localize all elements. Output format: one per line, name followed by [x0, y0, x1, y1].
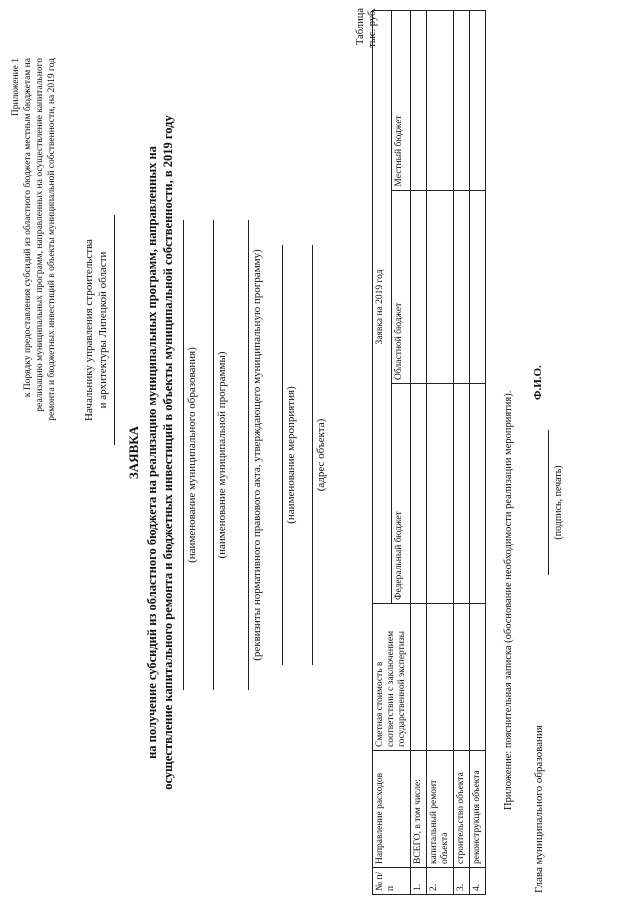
- row-cell: [411, 604, 427, 751]
- row-cell: [470, 383, 486, 603]
- appendix-line: ремонта и бюджетных инвестиций в объекты муниципальной собственности, на 2019 год: [47, 58, 57, 421]
- field-caption-municipality: (наименование муниципального образования): [186, 347, 198, 563]
- row-cell: [454, 11, 470, 191]
- row-num: 1.: [411, 868, 427, 895]
- header-local: Местный бюджет: [392, 11, 411, 191]
- head-label: Глава муниципального образования: [533, 725, 545, 893]
- addressee-line: и архитектуры Липецкой области: [97, 251, 109, 409]
- addressee-block: [82, 215, 115, 445]
- header-federal: Федеральный бюджет: [392, 383, 411, 603]
- row-cell: [411, 11, 427, 191]
- row-cell: [470, 604, 486, 751]
- row-num: 4.: [470, 868, 486, 895]
- row-cell: [470, 11, 486, 191]
- row-num: 2.: [427, 868, 454, 895]
- signature-line: [548, 430, 549, 575]
- row-cell: [411, 383, 427, 603]
- fio-label: Ф.И.О.: [532, 365, 544, 400]
- row-cell: [411, 190, 427, 383]
- title-line: осуществление капитального ремонта и бюджетных инвестиций в объекты муниципальной собственности, в 2019 году: [161, 115, 175, 790]
- header-regional: Областной бюджет: [392, 190, 411, 383]
- addressee-line: Начальнику управления строительства: [83, 239, 95, 421]
- field-caption-address: (адрес объекта): [315, 418, 327, 492]
- table-label-title: Таблица: [355, 8, 366, 46]
- header-direction: Направление расходов: [373, 751, 411, 868]
- header-request: Заявка на 2019 год: [373, 11, 392, 604]
- cost-table: [372, 10, 486, 895]
- row-num: 3.: [454, 868, 470, 895]
- row-cell: [427, 11, 454, 191]
- appendix-line: Приложение 1: [11, 58, 21, 117]
- header-num: № п/п: [373, 868, 411, 895]
- table-unit: тыс. руб.: [367, 8, 378, 48]
- document-title: [126, 0, 176, 905]
- row-cell: [454, 604, 470, 751]
- title-heading: ЗАЯВКА: [126, 425, 141, 480]
- row-label: строительство объекта: [454, 751, 470, 868]
- row-label: реконструкция объекта: [470, 751, 486, 868]
- row-cell: [427, 190, 454, 383]
- field-caption-program: (наименование муниципальной программы): [216, 351, 228, 559]
- table-row: [411, 11, 427, 895]
- appendix-line: реализацию муниципальных программ, направленных на осуществление капитального: [35, 58, 45, 412]
- appendix-block: [10, 58, 58, 488]
- row-cell: [470, 190, 486, 383]
- signature-caption: (подпись, печать): [553, 465, 564, 540]
- row-cell: [454, 383, 470, 603]
- field-caption-act: (реквизиты нормативного правового акта, утверждающего муниципальную программу): [251, 249, 263, 661]
- appendix-note: Приложение: пояснительная записка (обоснование необходимости реализации мероприятия).: [503, 390, 514, 810]
- field-caption-event: (наименование мероприятия): [285, 386, 297, 524]
- table-row: [470, 11, 486, 895]
- row-cell: [427, 383, 454, 603]
- header-estimate: Сметная стоимость в соответствии с заключением государственной экспертизы: [373, 604, 411, 751]
- field-line: [312, 245, 313, 665]
- addressee-underline: [114, 215, 115, 445]
- field-line: [183, 220, 184, 690]
- appendix-line: к Порядку предоставления субсидий из областного бюджета местным бюджетам на: [23, 58, 33, 398]
- row-cell: [427, 604, 454, 751]
- field-line: [248, 220, 249, 690]
- row-cell: [454, 190, 470, 383]
- title-line: на получение субсидий из областного бюджета на реализацию муниципальных программ, направленных на: [145, 146, 159, 759]
- table-header-row: [373, 11, 392, 895]
- field-line: [213, 220, 214, 690]
- row-label: ВСЕГО, в том числе:: [411, 751, 427, 868]
- field-line: [282, 245, 283, 665]
- row-label: капитальный ремонт объекта: [427, 751, 454, 868]
- table-row: [427, 11, 454, 895]
- table-row: [454, 11, 470, 895]
